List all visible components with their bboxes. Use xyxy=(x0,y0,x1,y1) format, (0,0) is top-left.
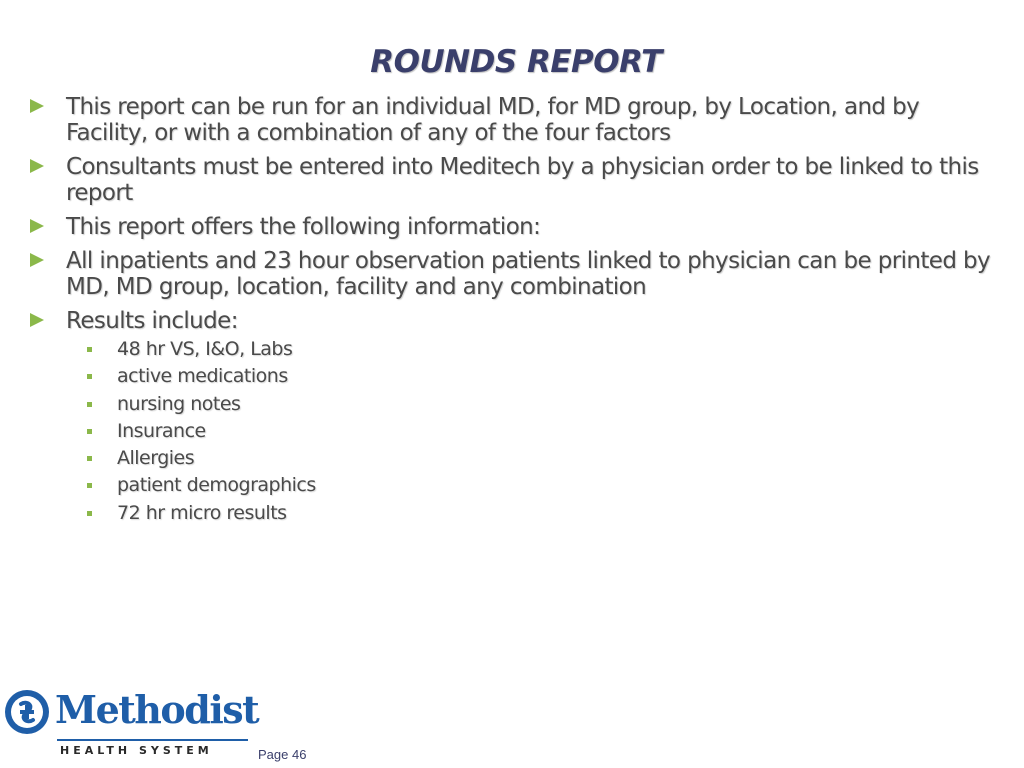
bullet-text: All inpatients and 23 hour observation patients linked to physician can be printed by MD, MD group, location, facility and any combination xyxy=(66,248,991,300)
triangle-bullet-icon xyxy=(30,253,44,267)
triangle-bullet-icon xyxy=(30,219,44,233)
square-bullet-icon xyxy=(87,402,92,407)
sub-list-item xyxy=(66,502,1005,524)
sub-item-text: 48 hr VS, I&O, Labs xyxy=(117,338,293,360)
square-bullet-icon xyxy=(87,511,92,516)
logo-subtitle: HEALTH SYSTEM xyxy=(60,744,213,757)
slide-title: ROUNDS REPORT xyxy=(370,44,662,80)
triangle-bullet-icon xyxy=(30,313,44,327)
square-bullet-icon xyxy=(87,347,92,352)
logo-wordmark: Methodist xyxy=(55,687,259,732)
bullet-item xyxy=(30,308,1005,524)
bullet-item xyxy=(30,154,1005,206)
bullet-item xyxy=(30,214,1005,240)
emblem-glyph-icon xyxy=(11,696,43,728)
bullet-text: Results include: xyxy=(66,308,238,334)
bullet-list xyxy=(30,94,1005,532)
sub-item-text: patient demographics xyxy=(117,474,316,497)
square-bullet-icon xyxy=(87,429,92,434)
methodist-emblem-icon xyxy=(5,690,49,734)
bullet-item xyxy=(30,248,1005,300)
sub-item-text: Insurance xyxy=(117,419,206,442)
square-bullet-icon xyxy=(87,483,92,488)
sub-item-text: active medications xyxy=(117,365,288,388)
methodist-logo xyxy=(5,687,259,760)
triangle-bullet-icon xyxy=(30,99,44,113)
bullet-text: Consultants must be entered into Meditech by a physician order to be linked to this report xyxy=(66,154,979,206)
bullet-text: This report can be run for an individual MD, for MD group, by Location, and by Facility, or with a combination of any of the four factors xyxy=(66,94,920,146)
emblem-inner xyxy=(11,696,43,728)
sub-item-text: nursing notes xyxy=(117,392,241,415)
sub-list-item xyxy=(66,447,1005,469)
logo-divider xyxy=(57,739,248,741)
sub-list-item xyxy=(66,420,1005,442)
sub-list-item xyxy=(66,338,1005,360)
bullet-text: This report offers the following information: xyxy=(66,214,541,240)
bullet-item xyxy=(30,94,1005,146)
sub-item-text: Allergies xyxy=(117,447,195,470)
square-bullet-icon xyxy=(87,374,92,379)
page-number: Page 46 xyxy=(258,747,307,762)
sub-item-text: 72 hr micro results xyxy=(117,501,287,524)
sub-list-item xyxy=(66,393,1005,415)
sub-list-item xyxy=(66,365,1005,387)
square-bullet-icon xyxy=(87,456,92,461)
sub-list-item xyxy=(66,474,1005,496)
results-sub-list xyxy=(66,338,1005,524)
triangle-bullet-icon xyxy=(30,159,44,173)
